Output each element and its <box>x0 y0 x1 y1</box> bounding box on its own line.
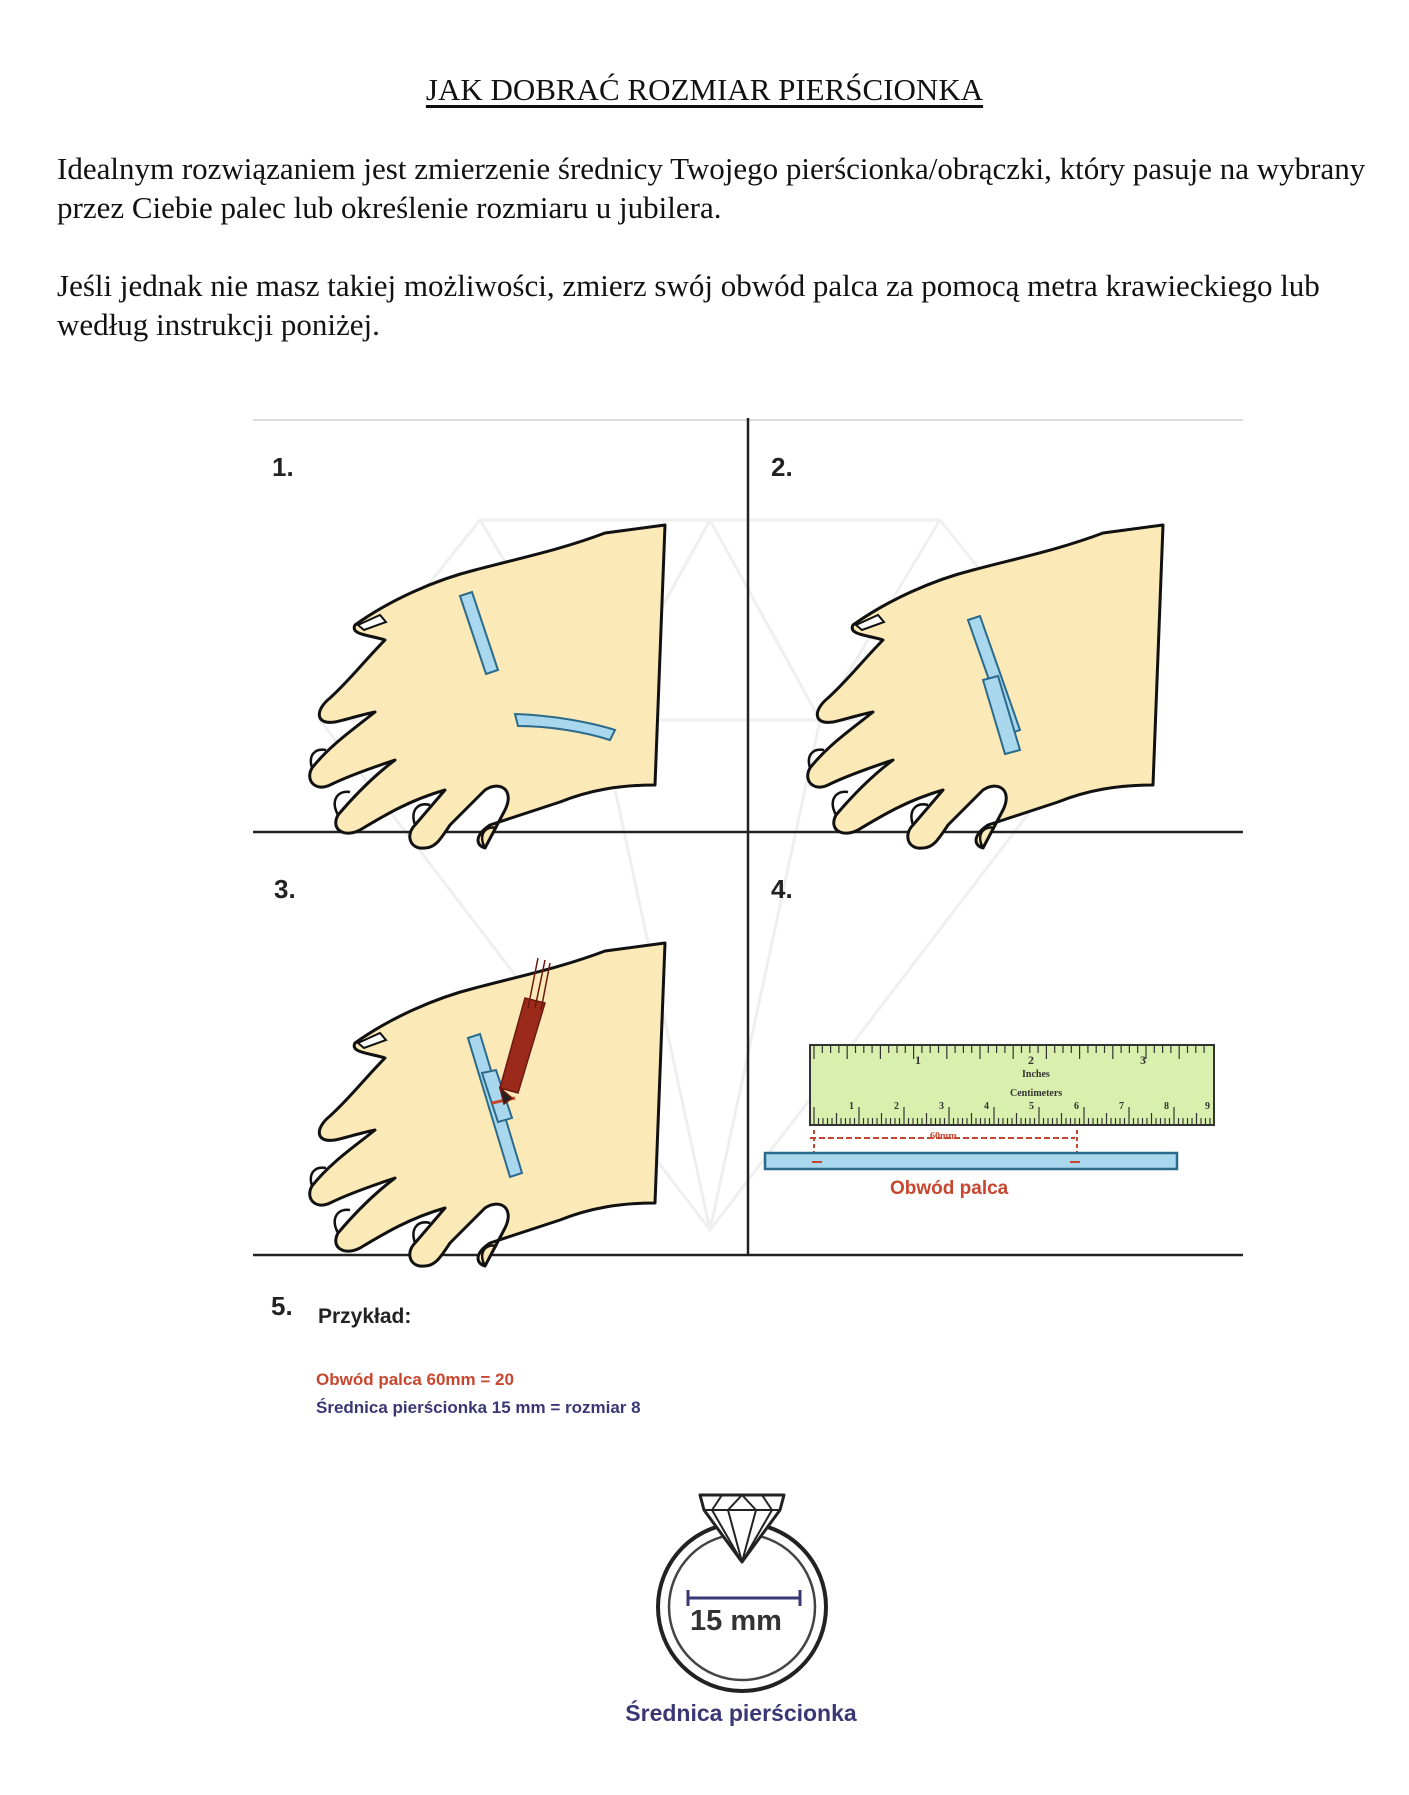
hand-illustration-1 <box>310 525 665 848</box>
intro-paragraph-2: Jeśli jednak nie masz takiej możliwości, zmierz swój obwód palca za pomocą metra krawieckiego lub według instrukcji poniżej. <box>57 268 1320 342</box>
ruler-illustration <box>765 1045 1214 1169</box>
page-title: JAK DOBRAĆ ROZMIAR PIERŚCIONKA <box>425 72 984 107</box>
ruler-inch-2: 2 <box>1028 1053 1034 1067</box>
ring-caption: Średnica pierścionka <box>625 1700 857 1726</box>
ruler-cm-4: 4 <box>984 1101 989 1112</box>
step-3-number: 3. <box>274 874 296 904</box>
measure-60mm-label: 60mm <box>930 1131 957 1142</box>
ruler-cm-9: 9 <box>1205 1101 1210 1112</box>
example-diameter-line: Średnica pierścionka 15 mm = rozmiar 8 <box>316 1398 641 1417</box>
ruler-cm-3: 3 <box>939 1101 944 1112</box>
step-4-number: 4. <box>771 874 793 904</box>
ruler-cm-1: 1 <box>849 1101 854 1112</box>
ruler-cm-6: 6 <box>1074 1101 1079 1112</box>
step-1-number: 1. <box>272 452 294 482</box>
ruler-inch-3: 3 <box>1140 1053 1146 1067</box>
ruler-inches-label: Inches <box>1022 1069 1050 1080</box>
example-circumference-line: Obwód palca 60mm = 20 <box>316 1370 514 1389</box>
ruler-inch-1: 1 <box>915 1053 921 1067</box>
hand-illustration-2 <box>808 525 1163 848</box>
example-title: Przykład: <box>318 1305 412 1328</box>
ruler-cm-2: 2 <box>894 1101 899 1112</box>
ruler-cm-5: 5 <box>1029 1101 1034 1112</box>
hand-illustration-3 <box>310 943 665 1266</box>
ruler-cm-8: 8 <box>1164 1101 1169 1112</box>
step-2-number: 2. <box>771 452 793 482</box>
step-5-number: 5. <box>271 1291 293 1321</box>
circumference-label: Obwód palca <box>890 1178 1009 1199</box>
ring-illustration <box>658 1495 826 1691</box>
intro-paragraph-1: Idealnym rozwiązaniem jest zmierzenie średnicy Twojego pierścionka/obrączki, który pasuje na wybrany przez Ciebie palec lub określenie rozmiaru u jubilera. <box>57 151 1366 225</box>
ruler-centimeters-label: Centimeters <box>1010 1088 1063 1099</box>
ring-diameter-label: 15 mm <box>690 1605 782 1637</box>
ruler-cm-7: 7 <box>1119 1101 1124 1112</box>
